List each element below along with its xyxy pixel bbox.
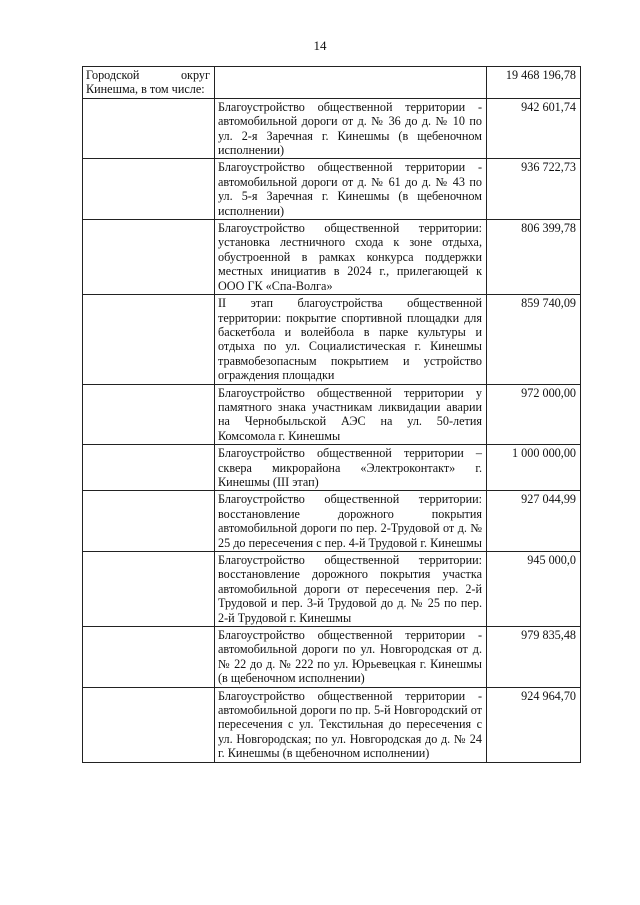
description-cell: Благоустройство общественной территории - автомобильной дороги по ул. Новгородская от д. № 22 до д. № 222 по ул. Юрьевецкая г. Кинешмы (в щебеночном исполнении) [215, 627, 487, 688]
amount-cell: 936 722,73 [487, 159, 581, 220]
table-row [83, 445, 581, 491]
empty-cell [83, 159, 215, 220]
budget-table [82, 66, 581, 763]
description-cell: Благоустройство общественной территории – сквера микрорайона «Электроконтакт» г. Кинешмы (III этап) [215, 445, 487, 491]
amount-cell: 19 468 196,78 [487, 67, 581, 99]
region-cell: Городской округ Кинешма, в том числе: [83, 67, 215, 99]
description-cell: II этап благоустройства общественной территории: покрытие спортивной площадки для баскетбола и волейбола в парке культуры и отдыха по ул. Социалистическая г. Кинешмы травмобезопасным покрытием и устройство ограждения площадки [215, 295, 487, 384]
amount-cell: 942 601,74 [487, 98, 581, 159]
amount-cell: 924 964,70 [487, 687, 581, 762]
amount-cell: 1 000 000,00 [487, 445, 581, 491]
empty-cell [83, 552, 215, 627]
amount-cell: 859 740,09 [487, 295, 581, 384]
table-row [83, 67, 581, 99]
amount-cell: 979 835,48 [487, 627, 581, 688]
amount-cell: 806 399,78 [487, 220, 581, 295]
empty-cell [83, 445, 215, 491]
table-row [83, 98, 581, 159]
table-row [83, 627, 581, 688]
table-row [83, 159, 581, 220]
table-row [83, 491, 581, 552]
description-cell [215, 67, 487, 99]
description-cell: Благоустройство общественной территории: восстановление дорожного покрытия автомобильной дороги по пер. 2-Трудовой от д. № 25 до пересечения с пер. 4-й Трудовой г. Кинешмы [215, 491, 487, 552]
description-cell: Благоустройство общественной территории - автомобильной дороги от д. № 61 до д. № 43 по ул. 5-я Заречная г. Кинешмы (в щебеночном исполнении) [215, 159, 487, 220]
amount-cell: 945 000,0 [487, 552, 581, 627]
table-row [83, 687, 581, 762]
description-cell: Благоустройство общественной территории: установка лестничного схода к зоне отдыха, обустроенной в рамках конкурса поддержки местных инициатив в 2024 г., прилегающей к ООО ГК «Спа-Волга» [215, 220, 487, 295]
description-cell: Благоустройство общественной территории: восстановление дорожного покрытия участка автомобильной дороги от пересечения пер. 2-й Трудовой и пер. 3-й Трудовой до д. № 25 по пер. 2-й Трудовой г. Кинешмы [215, 552, 487, 627]
table-row [83, 220, 581, 295]
empty-cell [83, 220, 215, 295]
description-cell: Благоустройство общественной территории - автомобильной дороги от д. № 36 до д. № 10 по ул. 2-я Заречная г. Кинешмы (в щебеночном исполнении) [215, 98, 487, 159]
table-row [83, 384, 581, 445]
empty-cell [83, 627, 215, 688]
description-cell: Благоустройство общественной территории - автомобильной дороги по пр. 5-й Новгородский от пересечения с ул. Текстильная до пересечения с ул. Новгородская; по ул. Новгородская до д. № 24 г. Кинешмы (в щебеночном исполнении) [215, 687, 487, 762]
description-cell: Благоустройство общественной территории у памятного знака участникам ликвидации аварии на Чернобыльской АЭС на ул. 50-летия Комсомола г. Кинешмы [215, 384, 487, 445]
empty-cell [83, 687, 215, 762]
amount-cell: 972 000,00 [487, 384, 581, 445]
amount-cell: 927 044,99 [487, 491, 581, 552]
empty-cell [83, 295, 215, 384]
empty-cell [83, 98, 215, 159]
table-row [83, 552, 581, 627]
empty-cell [83, 384, 215, 445]
page-number: 14 [313, 38, 327, 53]
empty-cell [83, 491, 215, 552]
table-row [83, 295, 581, 384]
